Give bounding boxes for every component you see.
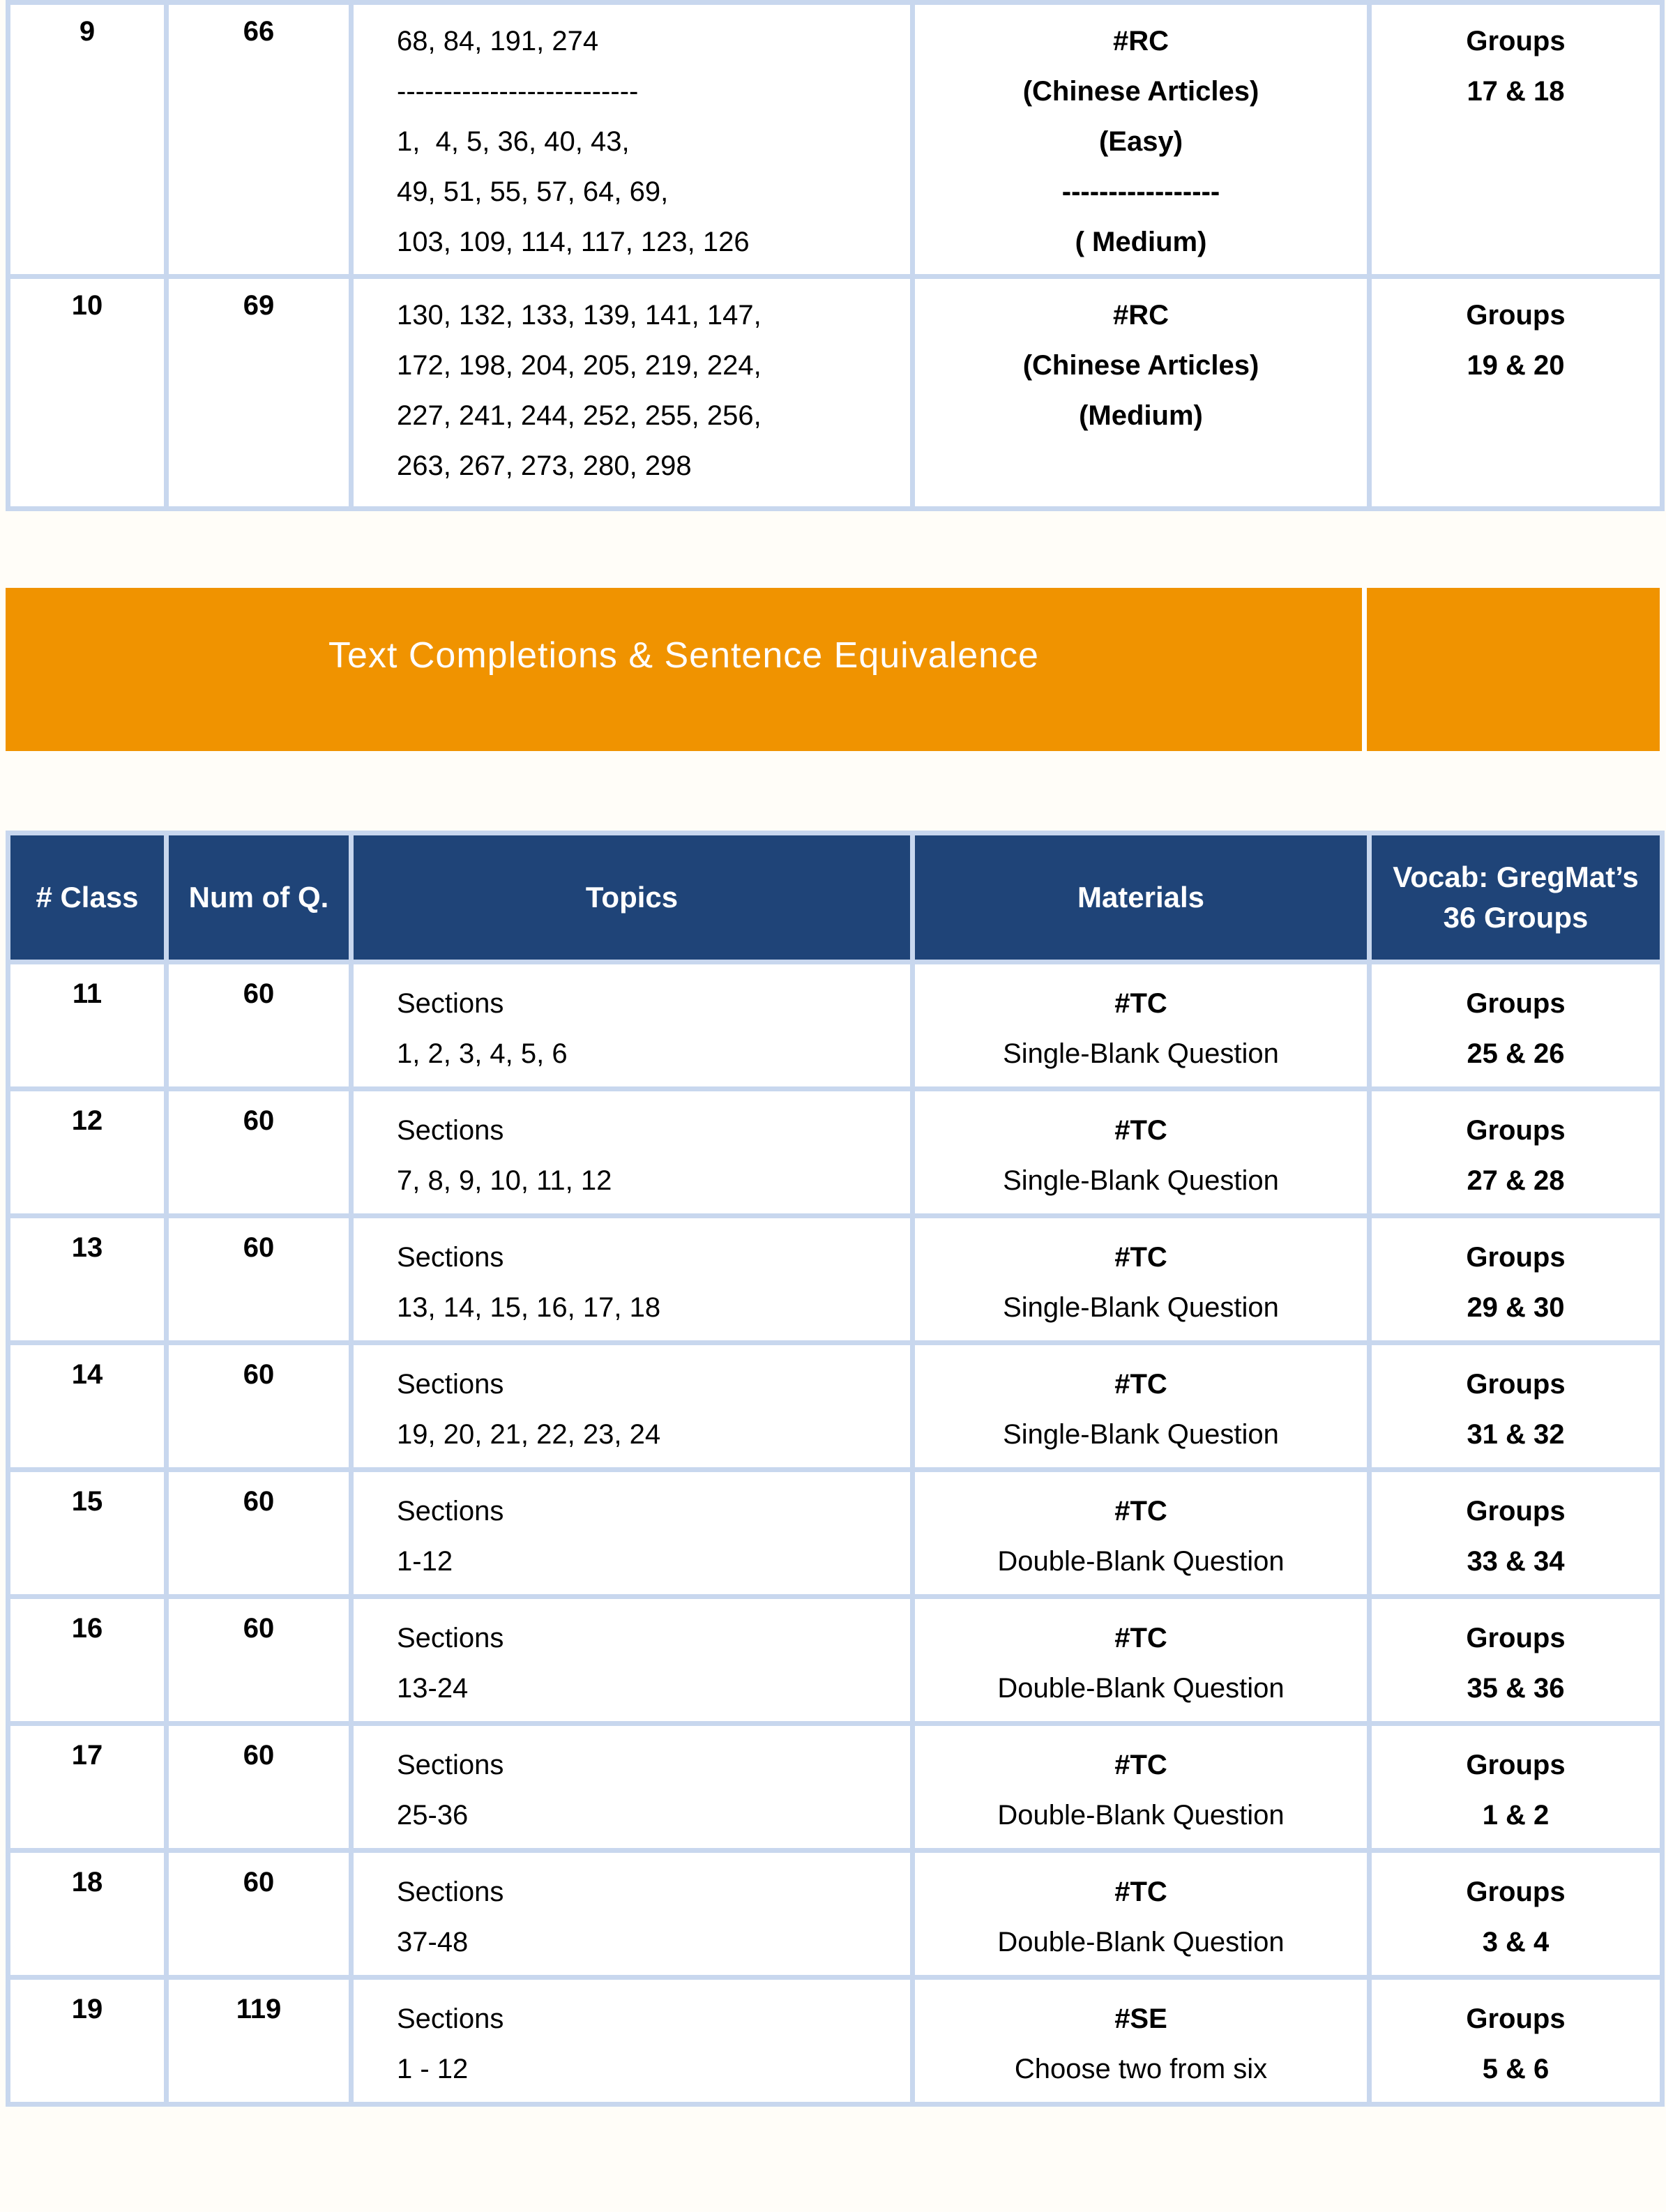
materials-line: #RC	[1112, 26, 1169, 56]
materials-cell	[913, 1216, 1370, 1343]
topics-line: 49, 51, 55, 57, 64, 69,	[397, 176, 669, 207]
topics-line: Sections	[397, 1115, 504, 1146]
materials-line: Single-Blank Question	[1003, 1038, 1279, 1069]
materials-cell	[913, 1089, 1370, 1216]
class-cell: 14	[8, 1343, 167, 1470]
header-topics: Topics	[351, 833, 913, 962]
materials-line: Double-Blank Question	[997, 1800, 1285, 1831]
materials-line: Double-Blank Question	[997, 1546, 1285, 1577]
topics-line: 263, 267, 273, 280, 298	[397, 450, 692, 481]
topics-line: 1, 2, 3, 4, 5, 6	[397, 1038, 568, 1069]
materials-line: Double-Blank Question	[997, 1927, 1285, 1957]
table-row	[8, 1724, 1663, 1851]
materials-cell	[913, 1851, 1370, 1978]
vocab-cell	[1370, 1597, 1663, 1724]
vocab-line: Groups	[1466, 1496, 1566, 1527]
vocab-line: Groups	[1466, 1369, 1566, 1400]
topics-cell	[351, 1470, 913, 1597]
table-row	[8, 1343, 1663, 1470]
vocab-line: 33 & 34	[1467, 1546, 1565, 1577]
materials-line: (Chinese Articles)	[1022, 350, 1259, 381]
materials-line: #TC	[1114, 1115, 1167, 1146]
topics-line: 37-48	[397, 1927, 469, 1957]
class-cell: 11	[8, 962, 167, 1089]
header-vocab-line: 36 Groups	[1443, 901, 1589, 934]
materials-cell	[913, 1978, 1370, 2105]
materials-line: (Medium)	[1079, 400, 1203, 431]
class-cell: 17	[8, 1724, 167, 1851]
class-cell: 12	[8, 1089, 167, 1216]
materials-line: Double-Blank Question	[997, 1673, 1285, 1704]
topics-cell	[351, 1978, 913, 2105]
num-questions-cell: 60	[167, 1470, 351, 1597]
topics-line: 172, 198, 204, 205, 219, 224,	[397, 350, 762, 381]
topics-line: 13-24	[397, 1673, 469, 1704]
materials-line: #TC	[1114, 1242, 1167, 1273]
vocab-line: Groups	[1466, 1877, 1566, 1907]
materials-line: (Chinese Articles)	[1022, 76, 1259, 107]
topics-line: Sections	[397, 1242, 504, 1273]
vocab-line: Groups	[1466, 26, 1566, 56]
table-row	[8, 1978, 1663, 2105]
materials-line: #TC	[1114, 1750, 1167, 1780]
vocab-cell	[1370, 1216, 1663, 1343]
materials-cell	[913, 1724, 1370, 1851]
num-questions-cell: 60	[167, 962, 351, 1089]
header-vocab-line: Vocab: GregMat’s	[1393, 861, 1639, 893]
topics-line: 227, 241, 244, 252, 255, 256,	[397, 400, 762, 431]
table-row	[8, 277, 1663, 509]
topics-line: 1 - 12	[397, 2054, 469, 2084]
materials-line: #TC	[1114, 1623, 1167, 1653]
num-questions-cell: 66	[167, 3, 351, 277]
vocab-line: 25 & 26	[1467, 1038, 1565, 1069]
topics-line: 25-36	[397, 1800, 469, 1831]
vocab-line: Groups	[1466, 1242, 1566, 1273]
materials-line: #TC	[1114, 1496, 1167, 1527]
header-vocab	[1370, 833, 1663, 962]
class-cell: 18	[8, 1851, 167, 1978]
topics-cell	[351, 1089, 913, 1216]
vocab-line: 19 & 20	[1467, 350, 1565, 381]
materials-divider: -----------------	[1061, 176, 1220, 207]
materials-line: Single-Blank Question	[1003, 1165, 1279, 1196]
class-cell: 16	[8, 1597, 167, 1724]
section-banner	[6, 588, 1660, 751]
vocab-line: Groups	[1466, 988, 1566, 1019]
num-questions-cell: 60	[167, 1343, 351, 1470]
topics-line: 68, 84, 191, 274	[397, 26, 599, 56]
vocab-cell	[1370, 3, 1663, 277]
vocab-line: Groups	[1466, 300, 1566, 331]
section-title: Text Completions & Sentence Equivalence	[328, 635, 1039, 676]
topics-line: Sections	[397, 1496, 504, 1527]
table-row	[8, 1597, 1663, 1724]
vocab-line: 1 & 2	[1482, 1800, 1550, 1831]
header-num-q: Num of Q.	[167, 833, 351, 962]
reading-comprehension-table	[6, 0, 1665, 511]
num-questions-cell: 60	[167, 1597, 351, 1724]
topics-line: 7, 8, 9, 10, 11, 12	[397, 1165, 612, 1196]
section-banner-cell	[6, 588, 1367, 751]
materials-line: ( Medium)	[1075, 227, 1207, 257]
topics-line: 103, 109, 114, 117, 123, 126	[397, 227, 750, 257]
materials-line: #RC	[1112, 300, 1169, 331]
materials-line: #SE	[1114, 2003, 1167, 2034]
vocab-cell	[1370, 1470, 1663, 1597]
table-row	[8, 1089, 1663, 1216]
topics-line: Sections	[397, 1623, 504, 1653]
vocab-line: Groups	[1466, 1115, 1566, 1146]
topics-line: Sections	[397, 1877, 504, 1907]
topics-cell	[351, 1216, 913, 1343]
topics-cell	[351, 1724, 913, 1851]
topics-line: Sections	[397, 988, 504, 1019]
num-questions-cell: 60	[167, 1724, 351, 1851]
vocab-cell	[1370, 1724, 1663, 1851]
table-row	[8, 1470, 1663, 1597]
materials-cell	[913, 1470, 1370, 1597]
vocab-line: Groups	[1466, 1623, 1566, 1653]
topics-line: 130, 132, 133, 139, 141, 147,	[397, 300, 762, 331]
vocab-line: 27 & 28	[1467, 1165, 1565, 1196]
class-cell: 19	[8, 1978, 167, 2105]
topics-line: 13, 14, 15, 16, 17, 18	[397, 1292, 661, 1323]
vocab-line: Groups	[1466, 1750, 1566, 1780]
materials-cell	[913, 277, 1370, 509]
topics-line: 1-12	[397, 1546, 453, 1577]
vocab-line: 31 & 32	[1467, 1419, 1565, 1450]
materials-line: #TC	[1114, 988, 1167, 1019]
topics-line: 1, 4, 5, 36, 40, 43,	[397, 126, 630, 157]
class-cell: 9	[8, 3, 167, 277]
num-questions-cell: 60	[167, 1089, 351, 1216]
num-questions-cell: 60	[167, 1851, 351, 1978]
header-class: # Class	[8, 833, 167, 962]
materials-line: Single-Blank Question	[1003, 1292, 1279, 1323]
text-completion-table	[6, 831, 1665, 2107]
vocab-line: 17 & 18	[1467, 76, 1565, 107]
header-row	[8, 833, 1663, 962]
num-questions-cell: 60	[167, 1216, 351, 1343]
vocab-cell	[1370, 962, 1663, 1089]
section-banner-spacer	[1367, 588, 1660, 751]
topics-cell	[351, 1851, 913, 1978]
topics-line: Sections	[397, 1750, 504, 1780]
topics-cell	[351, 962, 913, 1089]
table-row	[8, 3, 1663, 277]
materials-cell	[913, 1597, 1370, 1724]
topics-line: 19, 20, 21, 22, 23, 24	[397, 1419, 661, 1450]
vocab-line: Groups	[1466, 2003, 1566, 2034]
topics-divider: --------------------------	[397, 76, 639, 107]
materials-cell	[913, 3, 1370, 277]
topics-line: Sections	[397, 2003, 504, 2034]
topics-cell	[351, 1597, 913, 1724]
table-row	[8, 1851, 1663, 1978]
num-questions-cell: 69	[167, 277, 351, 509]
topics-cell	[351, 277, 913, 509]
table-row	[8, 1216, 1663, 1343]
materials-line: (Easy)	[1098, 126, 1183, 157]
vocab-line: 3 & 4	[1482, 1927, 1550, 1957]
table-row	[8, 962, 1663, 1089]
class-cell: 15	[8, 1470, 167, 1597]
vocab-cell	[1370, 277, 1663, 509]
materials-line: #TC	[1114, 1877, 1167, 1907]
vocab-line: 5 & 6	[1482, 2054, 1550, 2084]
vocab-cell	[1370, 1089, 1663, 1216]
header-materials: Materials	[913, 833, 1370, 962]
materials-line: Choose two from six	[1014, 2054, 1268, 2084]
class-cell: 13	[8, 1216, 167, 1343]
topics-cell	[351, 1343, 913, 1470]
class-cell: 10	[8, 277, 167, 509]
materials-cell	[913, 962, 1370, 1089]
vocab-cell	[1370, 1851, 1663, 1978]
topics-cell	[351, 3, 913, 277]
vocab-line: 29 & 30	[1467, 1292, 1565, 1323]
materials-cell	[913, 1343, 1370, 1470]
vocab-cell	[1370, 1343, 1663, 1470]
materials-line: Single-Blank Question	[1003, 1419, 1279, 1450]
num-questions-cell: 119	[167, 1978, 351, 2105]
materials-line: #TC	[1114, 1369, 1167, 1400]
vocab-cell	[1370, 1978, 1663, 2105]
topics-line: Sections	[397, 1369, 504, 1400]
vocab-line: 35 & 36	[1467, 1673, 1565, 1704]
